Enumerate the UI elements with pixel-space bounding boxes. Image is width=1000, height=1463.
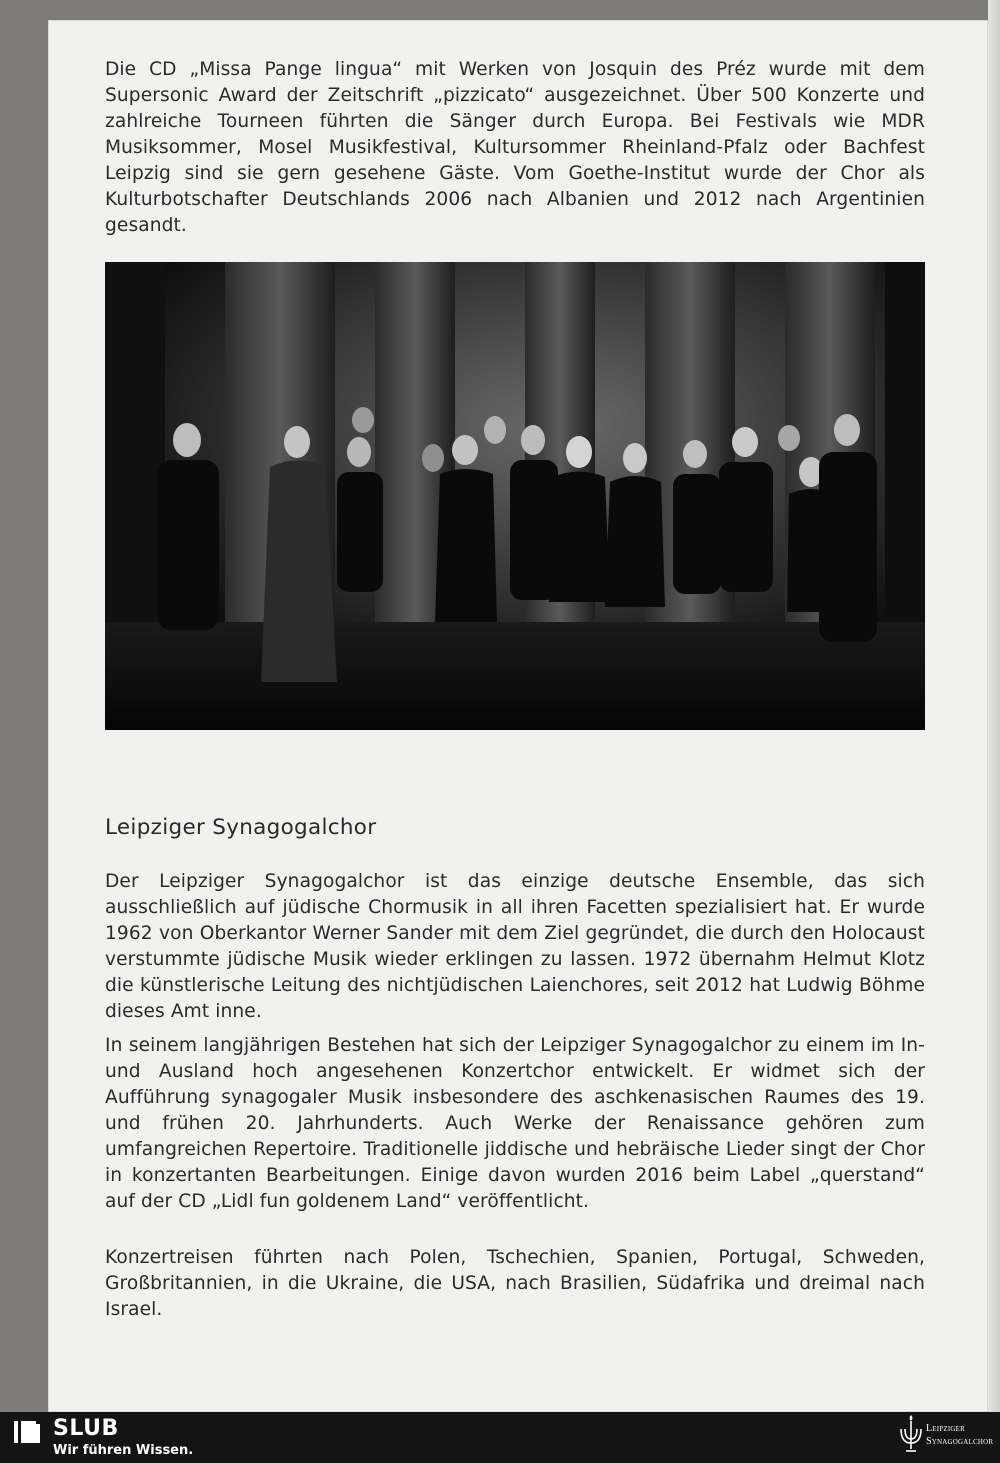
- library-tagline: Wir führen Wissen.: [53, 1443, 194, 1458]
- choir-photo-image: [105, 262, 925, 730]
- section-paragraph: In seinem langjährigen Bestehen hat sich der Leipziger Synagogalchor zu einem im In- und Ausland hoch angesehenen Konzertchor entwickelt. Er widmet sich der Aufführung synagogaler Musik insbesondere des aschkenasischen Raumes des 19. und frühen 20. Jahrhunderts. Auch Werke der Renaissance gehören zum umfangreichen Repertoire. Traditionelle jiddische und hebräische Lieder singt der Chor in konzertanten Bearbeitungen. Einige davon wurden 2016 beim Label „querstand“ auf der CD „Lidl fun goldenem Land“ veröffentlicht.: [105, 1035, 925, 1212]
- menorah-icon: [897, 1415, 925, 1459]
- intro-paragraph: Die CD „Missa Pange lingua“ mit Werken von Josquin des Préz wurde mit dem Supersonic Award der Zeitschrift „pizzicato“ ausgezeichnet. Über 500 Konzerte und zahlreiche Tourneen führten die Sänger durch Europa. Bei Festivals wie MDR Musiksommer, Mosel Musikfestival, Kultursommer Rheinland-Pfalz oder Bachfest Leipzig sind sie gern gesehene Gäste. Vom Goethe-Institut wurde der Chor als Kulturbotschafter Deutschlands 2006 nach Albanien und 2012 nach Argentinien gesandt.: [105, 59, 925, 236]
- choir-logo-line: Synagogalchor: [926, 1436, 994, 1447]
- section-heading: Leipziger Synagogalchor: [105, 815, 377, 840]
- section-paragraph: Der Leipziger Synagogalchor ist das einzige deutsche Ensemble, das sich ausschließlich auf jüdische Chormusik in all ihren Facetten spezialisiert hat. Er wurde 1962 von Oberkantor Werner Sander mit dem Ziel gegründet, die durch den Holocaust verstummte jüdische Musik wieder erklingen zu lassen. 1972 übernahm Helmut Klotz die künstlerische Leitung des nichtjüdischen Laienchores, seit 2012 hat Ludwig Böhme dieses Amt inne.: [105, 871, 925, 1022]
- adjacent-page-edge: [988, 0, 1000, 1412]
- choir-photo: [105, 262, 925, 730]
- choir-logo-text: [926, 1422, 996, 1448]
- viewer-footer: [0, 1412, 1000, 1463]
- library-name[interactable]: SLUB: [53, 1416, 119, 1441]
- book-stack-icon[interactable]: [13, 1418, 41, 1446]
- section-paragraph: Konzertreisen führten nach Polen, Tschechien, Spanien, Portugal, Schweden, Großbritannien, in die Ukraine, die USA, nach Brasilien, Südafrika und dreimal nach Israel.: [105, 1247, 925, 1320]
- choir-logo-line: Leipziger: [926, 1423, 966, 1434]
